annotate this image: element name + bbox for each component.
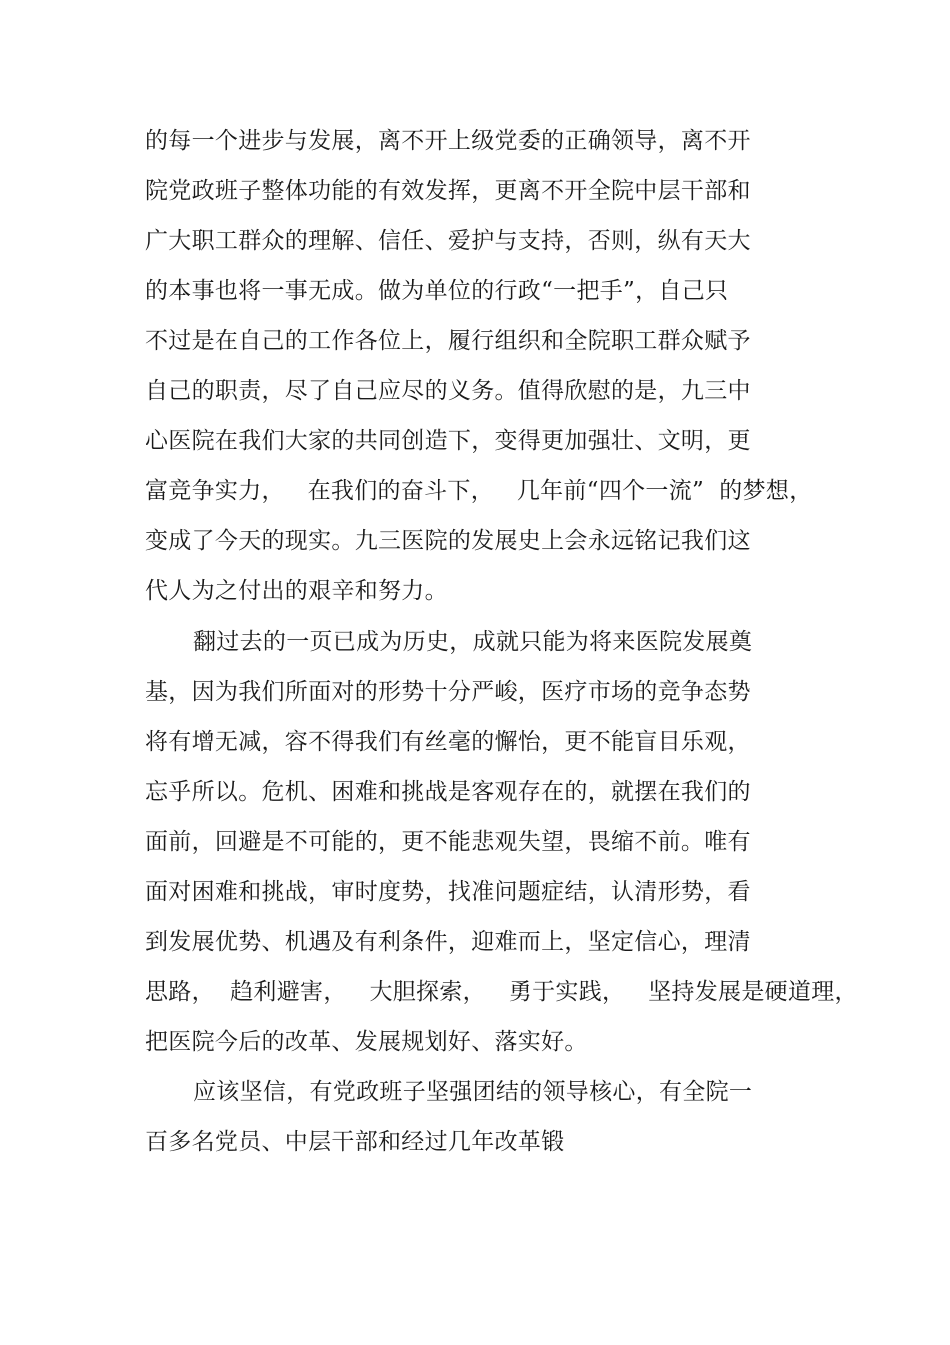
text-line: 院党政班子整体功能的有效发挥，更离不开全院中层干部和 <box>145 178 751 204</box>
text-line: 思路， 趋利避害， 大胆探索， 勇于实践， 坚持发展是硬道理， <box>145 979 858 1005</box>
text-line: 变成了今天的现实。九三医院的发展史上会永远铭记我们这 <box>145 528 751 554</box>
text-line: 面前，回避是不可能的，更不能悲观失望，畏缩不前。唯有 <box>145 829 751 855</box>
paragraph-first-line: 应该坚信，有党政班子坚强团结的领导核心，有全院一 <box>193 1079 753 1105</box>
text-line: 百多名党员、中层干部和经过几年改革锻 <box>145 1129 565 1155</box>
text-line: 基，因为我们所面对的形势十分严峻，医疗市场的竞争态势 <box>145 679 751 705</box>
text-line: 的本事也将一事无成。做为单位的行政“一把手”，自己只 <box>145 278 729 304</box>
paragraph-first-line: 翻过去的一页已成为历史，成就只能为将来医院发展奠 <box>193 629 753 655</box>
text-line: 将有增无减，容不得我们有丝毫的懈怡，更不能盲目乐观， <box>145 729 751 755</box>
text-line: 不过是在自己的工作各位上，履行组织和全院职工群众赋予 <box>145 328 751 354</box>
text-line: 把医院今后的改革、发展规划好、落实好。 <box>145 1029 588 1055</box>
text-line: 自己的职责，尽了自己应尽的义务。值得欣慰的是，九三中 <box>145 378 751 404</box>
text-line: 面对困难和挑战，审时度势，找准问题症结，认清形势，看 <box>145 879 751 905</box>
text-line: 的每一个进步与发展，离不开上级党委的正确领导，离不开 <box>145 128 751 154</box>
text-line: 心医院在我们大家的共同创造下，变得更加强壮、文明，更 <box>145 428 751 454</box>
text-line: 代人为之付出的艰辛和努力。 <box>145 578 448 604</box>
text-line: 广大职工群众的理解、信任、爱护与支持，否则，纵有天大 <box>145 228 751 254</box>
text-line: 忘乎所以。危机、困难和挑战是客观存在的，就摆在我们的 <box>145 779 751 805</box>
text-line: 富竞争实力， 在我们的奋斗下， 几年前“四个一流” 的梦想， <box>145 478 813 504</box>
text-line: 到发展优势、机遇及有利条件，迎难而上，坚定信心，理清 <box>145 929 751 955</box>
